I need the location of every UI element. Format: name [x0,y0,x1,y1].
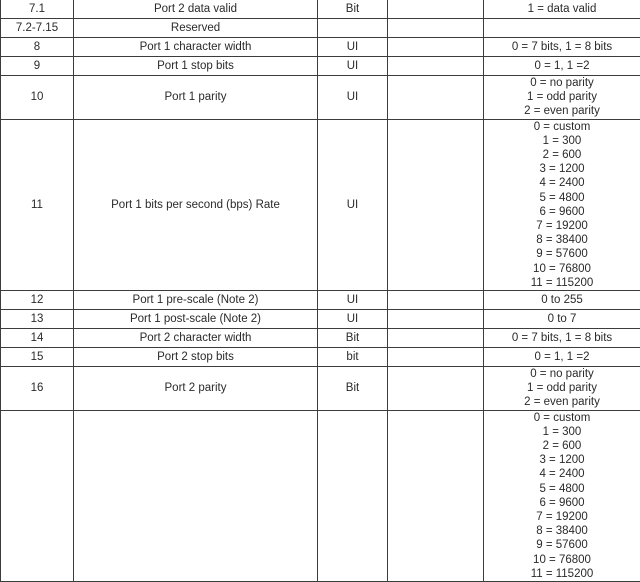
value-line: 10 = 76800 [488,553,636,567]
data-type-cell: UI [318,310,388,329]
value-line: 1 = odd parity [488,381,636,395]
register-table-body [1,0,640,582]
value-line: 6 = 9600 [488,205,636,219]
data-type-cell: Bit [318,329,388,348]
description-cell: Port 1 parity [74,76,318,120]
data-type-cell: Bit [318,367,388,411]
register-number-cell: 15 [1,348,74,367]
register-number-cell: 13 [1,310,74,329]
value-line: 1 = 300 [488,425,636,439]
values-cell [484,38,640,57]
value-line: 0 = custom [488,120,636,134]
value-line: 0 to 255 [488,293,636,307]
value-line: 0 = no parity [488,367,636,381]
data-type-cell: UI [318,119,388,290]
value-line: 5 = 4800 [488,191,636,205]
value-line: 1 = 300 [488,134,636,148]
register-number-cell: 14 [1,329,74,348]
register-number-cell: 7.2-7.15 [1,19,74,38]
value-line: 10 = 76800 [488,262,636,276]
table-row [1,0,640,19]
data-type-cell: bit [318,348,388,367]
register-number-cell: 7.1 [1,0,74,19]
description-cell: Port 1 character width [74,38,318,57]
table-row [1,119,640,290]
blank-cell [388,0,484,19]
register-number-cell: 10 [1,76,74,120]
value-line: 0 = custom [488,411,636,425]
table-row [1,38,640,57]
table-row [1,310,640,329]
register-number-cell: 8 [1,38,74,57]
description-cell: Port 1 stop bits [74,57,318,76]
values-cell [484,76,640,120]
value-line: 2 = even parity [488,104,636,118]
blank-cell [388,329,484,348]
blank-cell [388,367,484,411]
blank-cell [388,410,484,581]
value-line: 0 = 1, 1 =2 [488,59,636,73]
description-cell: Port 1 pre-scale (Note 2) [74,291,318,310]
table-row [1,410,640,581]
data-type-cell: UI [318,38,388,57]
value-line: 0 = 1, 1 =2 [488,350,636,364]
value-line: 6 = 9600 [488,496,636,510]
table-row [1,348,640,367]
blank-cell [388,19,484,38]
value-line: 4 = 2400 [488,467,636,481]
value-line: 7 = 19200 [488,510,636,524]
blank-cell [388,76,484,120]
register-number-cell: 11 [1,119,74,290]
values-cell [484,329,640,348]
register-number-cell [1,410,74,581]
values-cell [484,310,640,329]
value-line: 2 = 600 [488,439,636,453]
value-line: 0 = no parity [488,76,636,90]
value-line: 0 = 7 bits, 1 = 8 bits [488,40,636,54]
value-line: 2 = even parity [488,395,636,409]
value-line: 11 = 115200 [488,567,636,581]
values-cell [484,367,640,411]
value-line: 9 = 57600 [488,538,636,552]
table-row [1,57,640,76]
value-line: 11 = 115200 [488,276,636,290]
description-cell: Port 2 character width [74,329,318,348]
blank-cell [388,57,484,76]
description-cell: Port 1 bits per second (bps) Rate [74,119,318,290]
table-row [1,329,640,348]
value-line: 4 = 2400 [488,176,636,190]
values-cell [484,19,640,38]
values-cell [484,57,640,76]
value-line: 9 = 57600 [488,247,636,261]
table-row [1,291,640,310]
blank-cell [388,310,484,329]
description-cell: Port 2 parity [74,367,318,411]
blank-cell [388,38,484,57]
description-cell: Port 1 post-scale (Note 2) [74,310,318,329]
data-type-cell: UI [318,291,388,310]
values-cell [484,410,640,581]
description-cell: Port 2 data valid [74,0,318,19]
value-line: 8 = 38400 [488,524,636,538]
values-cell [484,348,640,367]
blank-cell [388,119,484,290]
table-row [1,76,640,120]
value-line: 1 = data valid [488,2,636,16]
value-line: 7 = 19200 [488,219,636,233]
blank-cell [388,291,484,310]
value-line: 3 = 1200 [488,162,636,176]
table-row [1,367,640,411]
description-cell [74,410,318,581]
description-cell: Port 2 stop bits [74,348,318,367]
register-number-cell: 9 [1,57,74,76]
values-cell [484,0,640,19]
value-line: 0 = 7 bits, 1 = 8 bits [488,331,636,345]
value-line: 2 = 600 [488,148,636,162]
value-line: 8 = 38400 [488,233,636,247]
register-number-cell: 16 [1,367,74,411]
data-type-cell: UI [318,57,388,76]
values-cell [484,291,640,310]
value-line: 0 to 7 [488,312,636,326]
data-type-cell [318,19,388,38]
data-type-cell: Bit [318,0,388,19]
value-line: 1 = odd parity [488,90,636,104]
value-line: 3 = 1200 [488,453,636,467]
table-row [1,19,640,38]
values-cell [484,119,640,290]
description-cell: Reserved [74,19,318,38]
register-number-cell: 12 [1,291,74,310]
value-line: 5 = 4800 [488,482,636,496]
data-type-cell [318,410,388,581]
data-type-cell: UI [318,76,388,120]
blank-cell [388,348,484,367]
